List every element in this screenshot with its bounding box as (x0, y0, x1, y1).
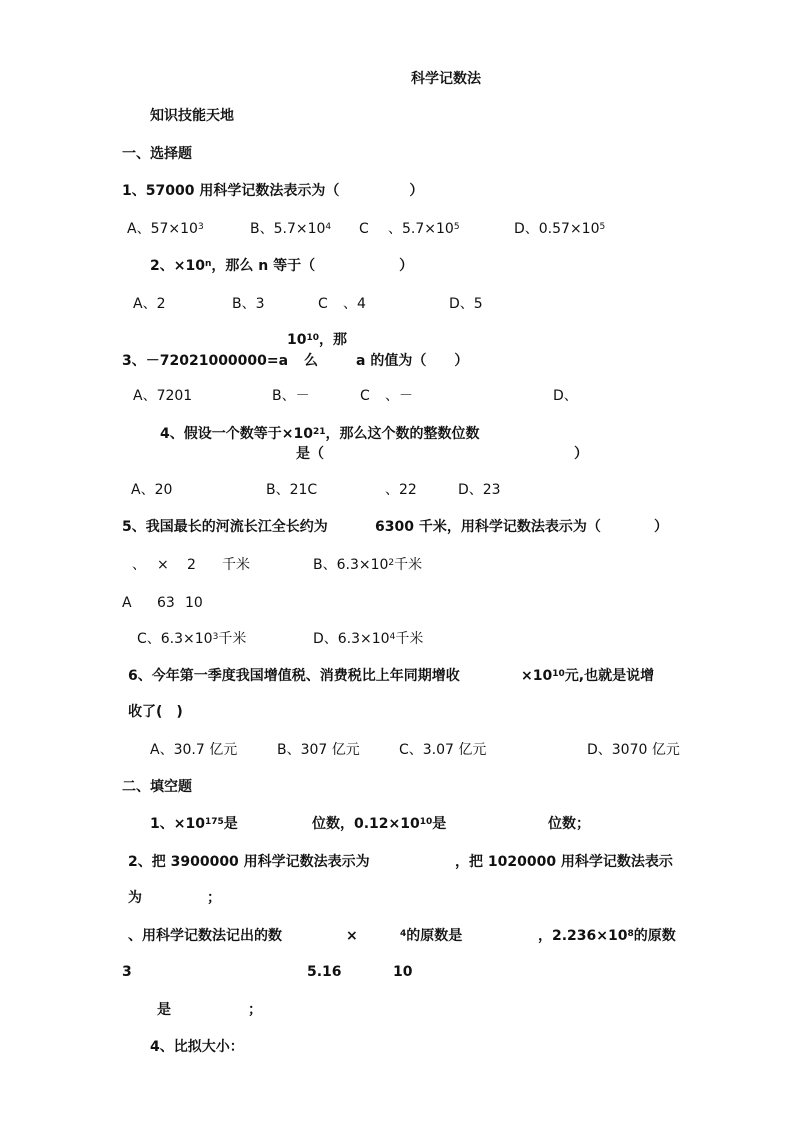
q3-option-c: 、－ (385, 388, 413, 404)
q2-option-c-letter: C (318, 296, 328, 312)
f4-text: 4、比拟大小： (150, 1039, 244, 1055)
q3-option-a: A、7201 (133, 388, 193, 404)
q5-option-d: D、$6.3\times 10^4$千米 (313, 631, 424, 647)
f1-text-end: 位数； (548, 816, 590, 832)
q5-a-base: 10 (185, 595, 203, 611)
f2-text-right: ，把 1020000 用科学记数法表示 (455, 854, 673, 870)
q1-option-c: 、$5.7\times 10^5$ (388, 221, 460, 237)
q2-option-d: D、5 (449, 296, 483, 312)
q4-option-c: 、22 (385, 482, 417, 498)
f1-text-mid: 位数，$0.12\times 10^{10}$是 (312, 816, 447, 832)
q6-option-a: A、30.7 亿元 (150, 742, 238, 758)
q2-option-b: B、3 (232, 296, 265, 312)
part1-heading: 一、选择题 (122, 146, 192, 162)
q1-option-d: D、$0.57\times 10^5$ (514, 221, 606, 237)
f1-text: 1、$\times 10^{175}$是 (150, 816, 238, 832)
q4-stem-line2-end: ） (574, 446, 588, 462)
q5-option-b: B、$6.3\times 10^2$千米 (313, 557, 423, 573)
f3-times: × (346, 928, 358, 944)
q5-a-mantissa: 63 (157, 595, 175, 611)
q5-option-c: C、$6.3\times 10^3$千米 (137, 631, 247, 647)
f3-text-mid: $^4$的原数是 (400, 928, 463, 944)
f3-number: 3 (122, 964, 132, 980)
q6-stem-line2: 收了( ) (128, 704, 183, 720)
f3-text-line3: 是 (157, 1002, 171, 1018)
f3-text-right: ，$2.236\times 10^8$的原数 (538, 928, 676, 944)
q3-stem-right: a 的值为（ ） (356, 353, 469, 369)
q1-option-a: A、$57\times 10^3$ (127, 221, 204, 237)
q6-stem-right: $\times 10^{10}$元,也就是说增 (521, 668, 655, 684)
section-heading: 知识技能天地 (150, 108, 234, 124)
q6-option-b: B、307 亿元 (277, 742, 360, 758)
part2-heading: 二、填空题 (122, 779, 192, 795)
q2-option-a: A、2 (133, 296, 166, 312)
q3-stem-mid: 么 (304, 353, 318, 369)
q2-stem: 2、$\times 10^n$，那么 n 等于（ ） (150, 258, 414, 274)
page-title: 科学记数法 (411, 71, 481, 87)
q6-option-c: C、3.07 亿元 (399, 742, 487, 758)
q3-option-c-letter: C (360, 388, 370, 404)
q5-stem: 5、我国最长的河流长江全长约为 (122, 519, 328, 535)
q5-a-sep: 、 (132, 557, 146, 573)
f3-text: 、用科学记数法记出的数 (128, 928, 282, 944)
q1-stem: 1、57000 用科学记数法表示为（ ） (122, 183, 424, 199)
q4-option-a: A、20 (131, 482, 173, 498)
q4-option-d: D、23 (458, 482, 501, 498)
q5-a-exp: 2 (187, 557, 196, 573)
f3-semicolon: ； (248, 1002, 262, 1018)
f3-mantissa: 5.16 (307, 964, 342, 980)
q5-stem-end: ） (654, 519, 668, 535)
f2-text: 2、把 3900000 用科学记数法表示为 (128, 854, 370, 870)
q5-stem-mid: 6300 千米，用科学记数法表示为（ (375, 519, 601, 535)
f2-semicolon: ； (207, 890, 221, 906)
q6-stem: 6、今年第一季度我国增值税、消费税比上年同期增收 (128, 668, 460, 684)
q3-exponent-line: $10^{10}$，那 (287, 332, 348, 348)
q3-stem: 3、－72021000000=a (122, 353, 289, 369)
q3-option-d: D、 (553, 388, 578, 404)
q6-option-d: D、3070 亿元 (587, 742, 680, 758)
q5-a-unit: 千米 (222, 557, 250, 573)
q4-stem-line2: 是（ (296, 446, 324, 462)
q2-option-c: 、4 (343, 296, 366, 312)
q5-option-a-letter: A (122, 595, 132, 611)
q3-option-b: B、－ (272, 388, 310, 404)
q5-a-times: × (157, 557, 169, 573)
q1-option-c-letter: C (359, 221, 369, 237)
f3-base: 10 (393, 964, 413, 980)
q4-stem: 4、假设一个数等于$\times 10^{21}$，那么这个数的整数位数 (160, 426, 480, 442)
q4-option-b: B、21C (266, 482, 318, 498)
f2-text-line2: 为 (128, 890, 142, 906)
q1-option-b: B、$5.7\times 10^4$ (250, 221, 332, 237)
